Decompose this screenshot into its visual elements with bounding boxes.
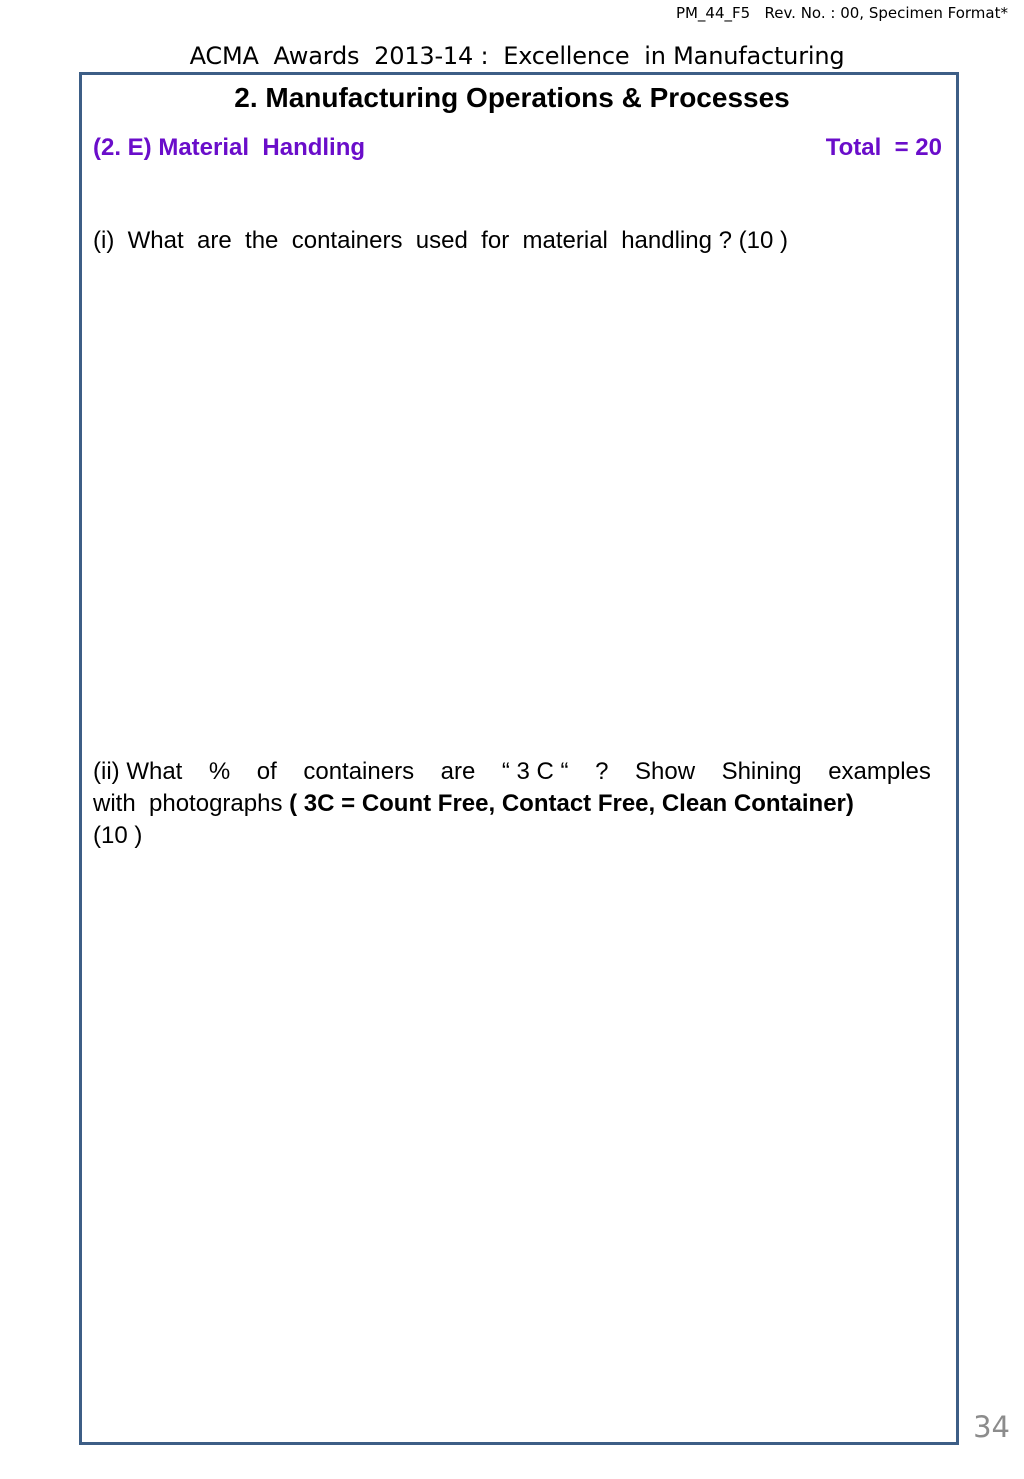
question-2-word: (ii) What bbox=[93, 758, 183, 785]
question-2-word: % bbox=[208, 758, 231, 785]
subsection-title: (2. E) Material Handling bbox=[93, 134, 366, 161]
question-2-line-1 bbox=[93, 756, 931, 788]
question-1: (i) What are the containers used for material handling ? (10 ) bbox=[93, 227, 788, 254]
question-2-word: containers bbox=[303, 758, 415, 785]
question-2-marks: (10 ) bbox=[93, 822, 143, 849]
question-2-word: of bbox=[256, 758, 277, 785]
answer-area-2 bbox=[93, 860, 931, 1420]
question-2-word: “ 3 C “ bbox=[501, 758, 569, 785]
page-number: 34 bbox=[973, 1410, 1010, 1444]
question-2-word: are bbox=[440, 758, 476, 785]
document-code: PM_44_F5 Rev. No. : 00, Specimen Format* bbox=[675, 4, 1008, 22]
question-2-word: Shining bbox=[721, 758, 802, 785]
question-2-word: examples bbox=[828, 758, 931, 785]
question-2 bbox=[93, 756, 931, 852]
answer-area-1 bbox=[93, 270, 931, 740]
subsection-total: Total = 20 bbox=[825, 134, 942, 161]
question-2-line-2 bbox=[93, 788, 931, 820]
question-2-word: ? bbox=[595, 758, 609, 785]
question-2-word: Show bbox=[634, 758, 696, 785]
question-2-prefix: with photographs bbox=[93, 790, 290, 817]
section-heading: 2. Manufacturing Operations & Processes bbox=[234, 82, 790, 113]
form-title: ACMA Awards 2013-14 : Excellence in Manufacturing bbox=[189, 42, 845, 70]
question-2-definition: ( 3C = Count Free, Contact Free, Clean Container) bbox=[289, 790, 854, 817]
